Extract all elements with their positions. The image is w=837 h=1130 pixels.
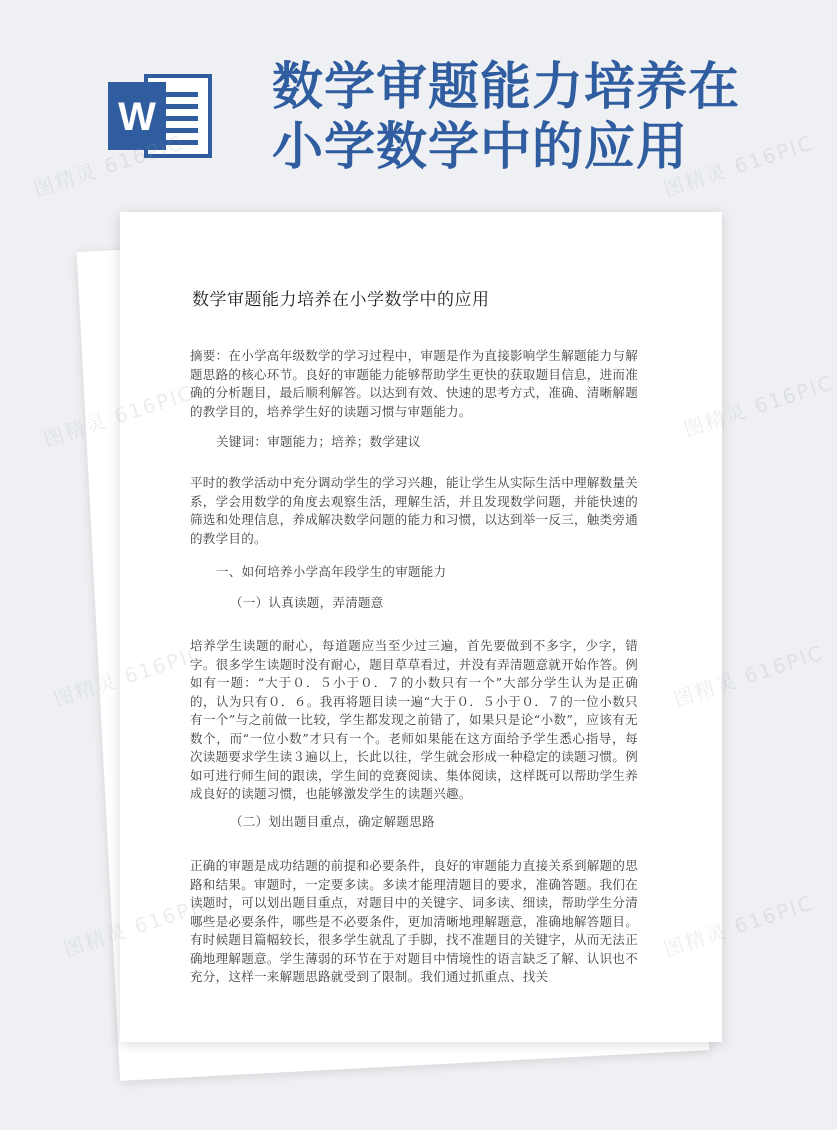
watermark: 图精灵 616PIC [30, 130, 187, 202]
subsection-heading: （一）认真读题，弄清题意 [230, 595, 384, 610]
watermark: 图精灵 [60, 918, 131, 962]
watermark: 图精灵 616PIC [680, 370, 837, 442]
section-heading: 一、如何培养小学高年段学生的审题能力 [216, 564, 447, 579]
watermark: 图精灵 616PIC [660, 130, 817, 202]
svg-text:W: W [118, 95, 156, 139]
subsection-heading: （二）划出题目重点，确定解题思路 [230, 814, 435, 829]
banner-title: 数学审题能力培养在小学数学中的应用 [272, 58, 741, 177]
watermark: 图精灵 616PIC [660, 890, 817, 962]
word-document-icon [106, 72, 214, 160]
body-paragraph: 培养学生读题的耐心，每道题应当至少过三遍，首先要做到不多字，少字，错字。很多学生读题时没有耐心，题目草草看过，并没有弄清题意就开始作答。例如有一题：“大于０．５小于０．７的小数只有一个”大部分学生认为是正确的，认为只有０．６。我再将题目读一遍“大于０．５小于０．７的一位小数只有一个”与之前做一比较，学生都发现之前错了，如果只是论“小数”，应该有无数个，而“一位小数”才只有一个。老师如果能在这方面给予学生悉心指导，每次读题要求学生读３遍以上，长此以往，学生就会形成一种稳定的读题习惯。例如可进行师生间的跟读，学生间的竞赛阅读、集体阅读，这样既可以帮助学生养成良好的读题习惯，也能够激发学生的读题兴趣。 [190, 638, 639, 801]
intro-paragraph: 平时的教学活动中充分调动学生的学习兴趣，能让学生从实际生活中理解数量关系，学会用数学的角度去观察生活，理解生活，并且发现数学问题，并能快速的筛选和处理信息，养成解决数学问题的能力和习惯，以达到举一反三，触类旁通的教学目的。 [190, 475, 639, 546]
watermark: 图精灵 [40, 408, 111, 452]
body-paragraph: 正确的审题是成功结题的前提和必要条件，良好的审题能力直接关系到解题的思路和结果。审题时，一定要多读。多读才能理清题目的要求，准确答题。我们在读题时，可以划出题目重点，对题目中的关键字、词多读、细读，帮助学生分清哪些是必要条件，哪些是不必要条件，更加清晰地理解题意，准确地解答题目。有时候题目篇幅较长，很多学生就乱了手脚，找不准题目的关键字，从而无法正确地理解题意。学生薄弱的环节在于对题目中情境性的语言缺乏了解、认识也不充分，这样一来解题思路就受到了限制。我们通过抓重点、找关 [190, 858, 639, 984]
document-page [120, 212, 722, 1042]
abstract: 摘要：在小学高年级数学的学习过程中，审题是作为直接影响学生解题能力与解题思路的核心环节。良好的审题能力能够帮助学生更快的获取题目信息，进而准确的分析题目，最后顺利解答。以达到有效、快速的思考方式，准确、清晰解题的教学目的，培养学生好的读题习惯与审题能力。 [190, 348, 639, 419]
keywords: 关键词：审题能力；培养；数学建议 [216, 434, 421, 449]
document-title: 数学审题能力培养在小学数学中的应用 [192, 290, 490, 310]
banner [0, 0, 800, 200]
watermark: 图精灵 616PIC [670, 640, 827, 712]
watermark: 图精灵 [50, 668, 121, 712]
